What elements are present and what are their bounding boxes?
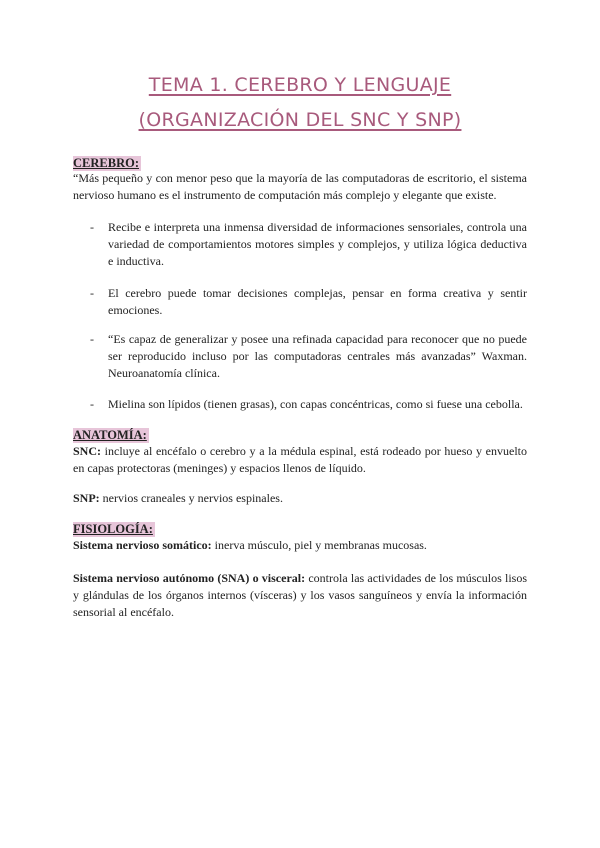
title-line-1: TEMA 1. CEREBRO Y LENGUAJE (148, 74, 452, 96)
heading-fisiologia: FISIOLOGÍA: (73, 522, 153, 536)
autonomo-text: controla las actividades de los músculos lisos y glándulas de los órganos internos (vísceras) y los vasos sanguíneos y envía la información sensorial al encéfalo. (73, 571, 527, 619)
cerebro-bullet-2: El cerebro puede tomar decisiones complejas, pensar en forma creativa y sentir emociones. (108, 286, 527, 317)
snp-text: nervios craneales y nervios espinales. (99, 491, 283, 505)
somatico-text: inerva músculo, piel y membranas mucosas. (211, 538, 427, 552)
snp-label: SNP: (73, 491, 100, 505)
anatomia-snc (73, 443, 527, 477)
cerebro-intro: “Más pequeño y con menor peso que la mayoría de las computadoras de escritorio, el sistema nervioso humano es el instrumento de computación más complejo y elegante que existe. (73, 171, 527, 202)
bullet-marker: - (90, 332, 94, 346)
somatico-label: Sistema nervioso somático: (73, 538, 212, 552)
cerebro-bullet-3: “Es capaz de generalizar y posee una refinada capacidad para reconocer que no puede ser reproducido incluso por las computadoras centrales más avanzadas” Waxman. Neuroanatomía clínica. (108, 332, 527, 380)
fisiologia-autonomo (73, 570, 527, 621)
snc-text: incluye al encéfalo o cerebro y a la médula espinal, está rodeado por hueso y envuelto en capas protectoras (meninges) y espacios llenos de líquido. (73, 444, 527, 475)
bullet-marker: - (90, 397, 94, 411)
cerebro-bullet-4: Mielina son lípidos (tienen grasas), con capas concéntricas, como si fuese una cebolla. (108, 397, 523, 411)
fisiologia-somatico (73, 537, 527, 554)
cerebro-bullet-1: Recibe e interpreta una inmensa diversidad de informaciones sensoriales, controla una variedad de comportamientos motores simples y complejos, y utiliza lógica deductiva e inductiva. (108, 220, 527, 268)
snc-label: SNC: (73, 444, 102, 458)
title-line-2: (ORGANIZACIÓN DEL SNC Y SNP) (138, 109, 462, 131)
bullet-marker: - (90, 286, 94, 300)
heading-cerebro: CEREBRO: (73, 156, 139, 170)
heading-anatomia: ANATOMÍA: (73, 428, 147, 442)
autonomo-label: Sistema nervioso autónomo (SNA) o visceral: (73, 571, 306, 585)
anatomia-snp (73, 490, 527, 507)
bullet-marker: - (90, 220, 94, 234)
